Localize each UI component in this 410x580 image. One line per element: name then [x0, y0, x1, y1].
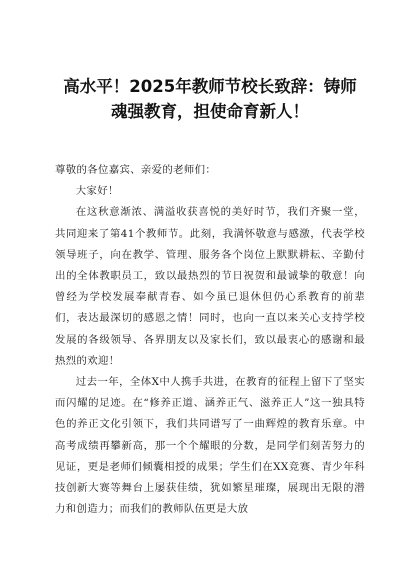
greeting: 大家好！ [75, 185, 119, 198]
paragraph-1: 在这秋意渐浓、满溢收获喜悦的美好时节，我们齐聚一堂，共同迎来了第41个教师节。此刻，我满怀敬意与感激，代表学校领导班子，向在教学、管理、服务各个岗位上默默耕耘、辛勤付出的全体教职员工，致以最热烈的节日祝贺和最诚挚的敬意！向曾经为学校发展奉献青春、如今虽已退休但仍心系教育的前辈们，表达最深切的感恩之情！同时，也向一直以来关心支持学校发展的各级领导、各界朋友以及家长们，致以最衷心的感谢和最热烈的欢迎！ [55, 206, 365, 367]
paragraph-2: 过去一年，全体X中人携手共进，在教育的征程上留下了坚实而闪耀的足迹。在“修养正道、涵养正气、滋养正人”这一独具特色的养正文化引领下，我们共同谱写了一曲辉煌的教育乐章。中高考成绩再攀新高，那一个个耀眼的分数，是同学们刻苦努力的见证，更是老师们倾囊相授的成果；学生们在XX竞赛、青少年科技创新大赛等舞台上屡获佳绩，犹如繁星璀璨，展现出无限的潜力和创造力；而我们的教师队伍更是大放 [55, 376, 365, 516]
salutation: 尊敬的各位嘉宾、亲爱的老师们： [55, 164, 217, 176]
document-title: 高水平！2025年教师节校长致辞：铸师魂强教育，担使命育新人！ [63, 77, 357, 121]
document-body [55, 160, 365, 520]
